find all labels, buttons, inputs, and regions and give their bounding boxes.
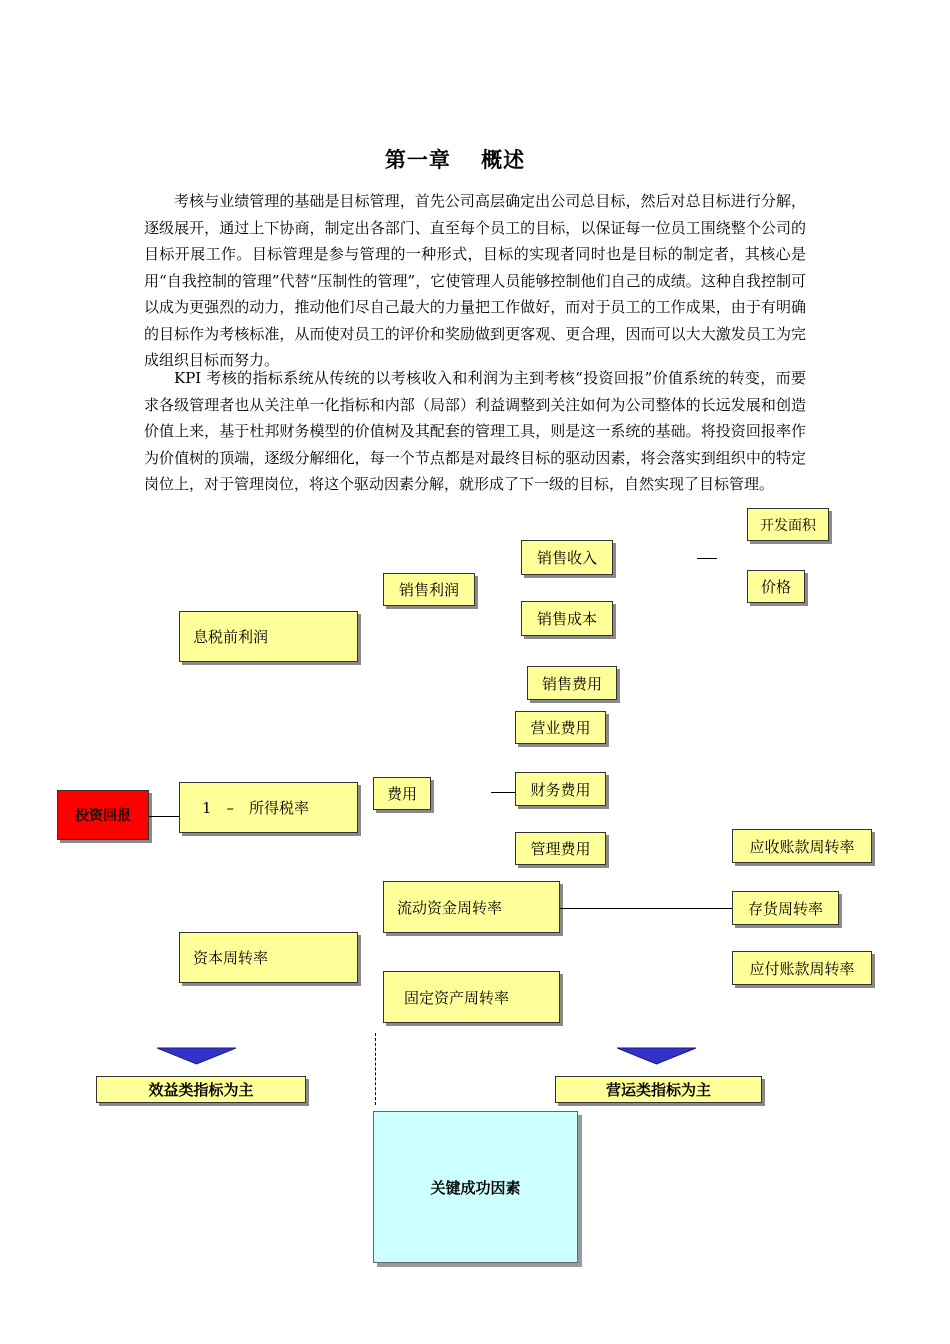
node-current-capital-turnover: 流动资金周转率 <box>383 881 560 933</box>
divider-dashed-line <box>375 1033 376 1105</box>
node-one-minus-tax-rate: 1 – 所得税率 <box>179 782 358 833</box>
node-price: 价格 <box>747 570 805 603</box>
node-admin-expense: 管理费用 <box>515 832 606 865</box>
node-capital-turnover: 资本周转率 <box>179 932 358 983</box>
node-inventory-turnover: 存货周转率 <box>732 891 839 925</box>
chapter-title: 第一章 概述 <box>384 148 526 172</box>
node-sales-cost: 销售成本 <box>521 601 613 636</box>
node-selling-expense: 销售费用 <box>527 666 617 700</box>
connector-dash-near-revenue <box>697 558 717 559</box>
paragraph-2: KPI 考核的指标系统从传统的以考核收入和利润为主到考核“投资回报”价值系统的转变，而要求各级管理者也从关注单一化指标和内部（局部）利益调整到关注如何为公司整体的长远发展和创造价值上来，基于杜邦财务模型的价值树及其配套的管理工具，则是这一系统的基础。将投资回报率作为价值树的顶端，逐级分解细化，每一个节点都是对最终目标的驱动因素，将会落实到组织中的特定岗位上，对于管理岗位，将这个驱动因素分解，就形成了下一级的目标，自然实现了目标管理。 <box>144 369 806 493</box>
node-sales-revenue: 销售收入 <box>521 540 613 575</box>
node-sales-profit: 销售利润 <box>383 573 475 606</box>
connector-to-financial-expense <box>491 792 515 793</box>
node-financial-expense: 财务费用 <box>515 772 606 806</box>
label-efficiency-indicators: 效益类指标为主 <box>96 1076 306 1103</box>
node-expenses: 费用 <box>373 777 431 810</box>
paragraph-1: 考核与业绩管理的基础是目标管理，首先公司高层确定出公司总目标，然后对总目标进行分解，逐级展开，通过上下协商，制定出各部门、直至每个员工的目标，以保证每一位员工围绕整个公司的目标开展工作。目标管理是参与管理的一种形式，目标的实现者同时也是目标的制定者，其核心是用“自我控制的管理”代替“压制性的管理”，它使管理人员能够控制他们自己的成绩。这种自我控制可以成为更强烈的动力，推动他们尽自己最大的力量把工作做好，而对于员工的工作成果，由于有明确的目标作为考核标准，从而使对员工的评价和奖励做到更客观、更合理，因而可以大大激发员工为完成组织目标而努力。 <box>144 192 806 369</box>
node-payable-turnover: 应付账款周转率 <box>732 951 872 985</box>
key-success-factors-box: 关键成功因素 <box>373 1111 578 1263</box>
label-operational-indicators: 营运类指标为主 <box>555 1076 762 1103</box>
root-node-investment-return: 投资回报 <box>57 790 149 840</box>
connector-to-inventory-turnover <box>560 908 732 909</box>
connector-root-to-tax <box>149 816 179 817</box>
down-arrow-left-icon <box>157 1047 237 1065</box>
node-fixed-asset-turnover: 固定资产周转率 <box>383 971 560 1023</box>
node-ebit: 息税前利润 <box>179 611 358 662</box>
node-operating-expense: 营业费用 <box>515 711 606 744</box>
node-receivable-turnover: 应收账款周转率 <box>732 829 872 863</box>
node-development-area: 开发面积 <box>747 508 829 541</box>
down-arrow-right-icon <box>617 1047 697 1065</box>
